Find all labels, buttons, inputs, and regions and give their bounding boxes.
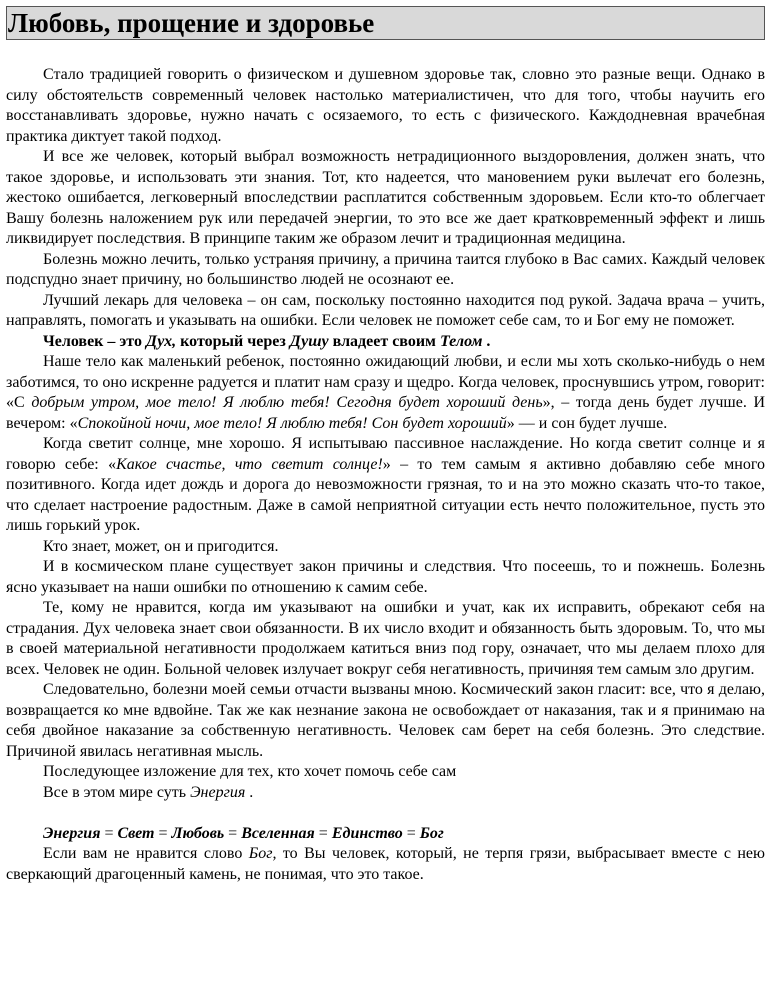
paragraph-2: И все же человек, который выбрал возможность нетрадиционного выздоровления, должен знать, что такое здоровье, и использовать эти знания. Тот, кто надеется, что мановением руки вылечат его болезнь, жестоко ошибается, легковерный впоследствии расплатится собственным здоровьем. Если кто-то облегчает Вашу болезнь наложением рук или передачей энергии, то это все же дает кратковременный эффект и лишь ликвидирует последствия. В принципе таким же образом лечит и традиционная медицина. bbox=[6, 148, 765, 247]
italic-quote-morning: добрым утром, мое тело! Я люблю тебя! Сегодня будет хороший день bbox=[31, 394, 543, 411]
text-span: Наше тело как маленький ребенок, постоянно ожидающий любви, и если мы хоть сколько-нибудь о нем заботимся, то оно искренне радуется и платит нам сразу и щедро. Когда человек, проснувшись утром, говорит: «С bbox=[6, 353, 765, 411]
paragraph-10: Те, кому не нравится, когда им указывают на ошибки и учат, как их исправить, обрекают себя на страдания. Дух человека знает свои обязанности. В их число входит и обязанность быть здоровым. То, что мы в своей материальной негативности продолжаем катиться вниз под гору, означает, что мы делаем плохо для всех. Человек не один. Больной человек излучает вокруг себя негативность, причиняя тем самым зло другим. bbox=[6, 599, 765, 678]
equals-sign: = bbox=[154, 824, 172, 842]
blank-line bbox=[6, 803, 765, 824]
text-span: Все в этом мире суть bbox=[43, 783, 191, 801]
italic-god: Бог, bbox=[248, 845, 277, 862]
term-god: Бог bbox=[419, 824, 444, 842]
paragraph-13 bbox=[6, 783, 765, 804]
equals-sign: = bbox=[224, 824, 242, 842]
italic-energy: Энергия bbox=[190, 783, 246, 801]
paragraph-3: Болезнь можно лечить, только устраняя причину, а причина таится глубоко в Вас самих. Каждый человек подспудно знает причину, но большинство людей не осознают ее. bbox=[6, 250, 765, 288]
page-title: Любовь, прощение и здоровье bbox=[6, 6, 765, 40]
equals-sign: = bbox=[100, 824, 118, 842]
term-universe: Вселенная bbox=[241, 824, 315, 842]
paragraph-9: И в космическом плане существует закон причины и следствия. Что посеешь, то и пожнешь. Болезнь ясно указывает на наши ошибки по отношению к самим себе. bbox=[6, 558, 765, 596]
emphasis-spirit: Дух, bbox=[145, 332, 177, 350]
term-unity: Единство bbox=[331, 824, 403, 842]
text-span: который через bbox=[176, 332, 290, 350]
paragraph-5-definition bbox=[6, 332, 765, 353]
emphasis-body: Телом bbox=[439, 332, 483, 350]
text-span: . bbox=[245, 783, 254, 801]
equals-sign: = bbox=[314, 824, 332, 842]
paragraph-4: Лучший лекарь для человека – он сам, поскольку постоянно находится под рукой. Задача врача – учить, направлять, помогать и указывать на ошибки. Если человек не поможет себе сам, то и Бог ему не поможет. bbox=[6, 291, 765, 329]
paragraph-1: Стало традицией говорить о физическом и душевном здоровье так, словно это разные вещи. Однако в силу обстоятельств современный человек настолько материалистичен, что для того, чтобы научить его восстанавливать здоровье, нужно начать с осязаемого, то есть с физического. Каждодневная врачебная практика диктует такой подход. bbox=[6, 66, 765, 145]
text-span: то Вы человек, который, не терпя грязи, выбрасывает вместе с нею сверкающий драгоценный камень, не понимая, что это такое. bbox=[6, 845, 765, 883]
text-span: Человек – это bbox=[43, 332, 146, 350]
emphasis-soul: Душу bbox=[289, 332, 329, 350]
paragraph-8: Кто знает, может, он и пригодится. bbox=[43, 537, 279, 555]
text-span: » – то тем самым я активно добавляю себе много позитивного. Когда идет дождь и дорога до невозможности грязная, то и на это можно сказать что-то такое, что сделает настроение радостным. Даже в самой неприятной ситуации есть нечто положительное, пусть это лишь горький урок. bbox=[6, 455, 766, 534]
paragraph-11: Следовательно, болезни моей семьи отчасти вызваны мною. Космический закон гласит: все, что я делаю, возвращается ко мне вдвойне. Так же как незнание закона не освобождает от наказания, так и я принимаю на себя двойное наказание за собственную негативность. Человек сам берет на себя болезнь. Это следствие. Причиной явилась негативная мысль. bbox=[6, 681, 765, 760]
paragraph-12: Последующее изложение для тех, кто хочет помочь себе сам bbox=[43, 763, 457, 780]
text-span: владеет своим bbox=[328, 332, 440, 350]
term-love: Любовь bbox=[171, 824, 225, 842]
text-span: Когда светит солнце, мне хорошо. Я испытываю пассивное наслаждение. Но когда светит солнце и я говорю себе: « bbox=[6, 435, 765, 473]
term-energy: Энергия bbox=[43, 824, 101, 842]
text-span: . bbox=[482, 332, 491, 350]
term-light: Свет bbox=[117, 824, 155, 842]
paragraph-14-equation bbox=[6, 824, 765, 845]
document-body bbox=[6, 65, 765, 885]
equals-sign: = bbox=[402, 824, 420, 842]
italic-quote-sun: Какое счастье, что светит солнце! bbox=[116, 455, 383, 473]
italic-quote-evening: Спокойной ночи, мое тело! Я люблю тебя! Сон будет хороший bbox=[77, 414, 507, 432]
paragraph-7 bbox=[6, 434, 765, 537]
paragraph-15 bbox=[6, 844, 765, 885]
text-span: Если вам не нравится слово bbox=[43, 845, 249, 862]
text-span: » — и сон будет лучше. bbox=[506, 414, 668, 432]
text-span: », – тогда день будет лучше. И вечером: « bbox=[6, 394, 766, 432]
paragraph-6 bbox=[6, 352, 765, 434]
